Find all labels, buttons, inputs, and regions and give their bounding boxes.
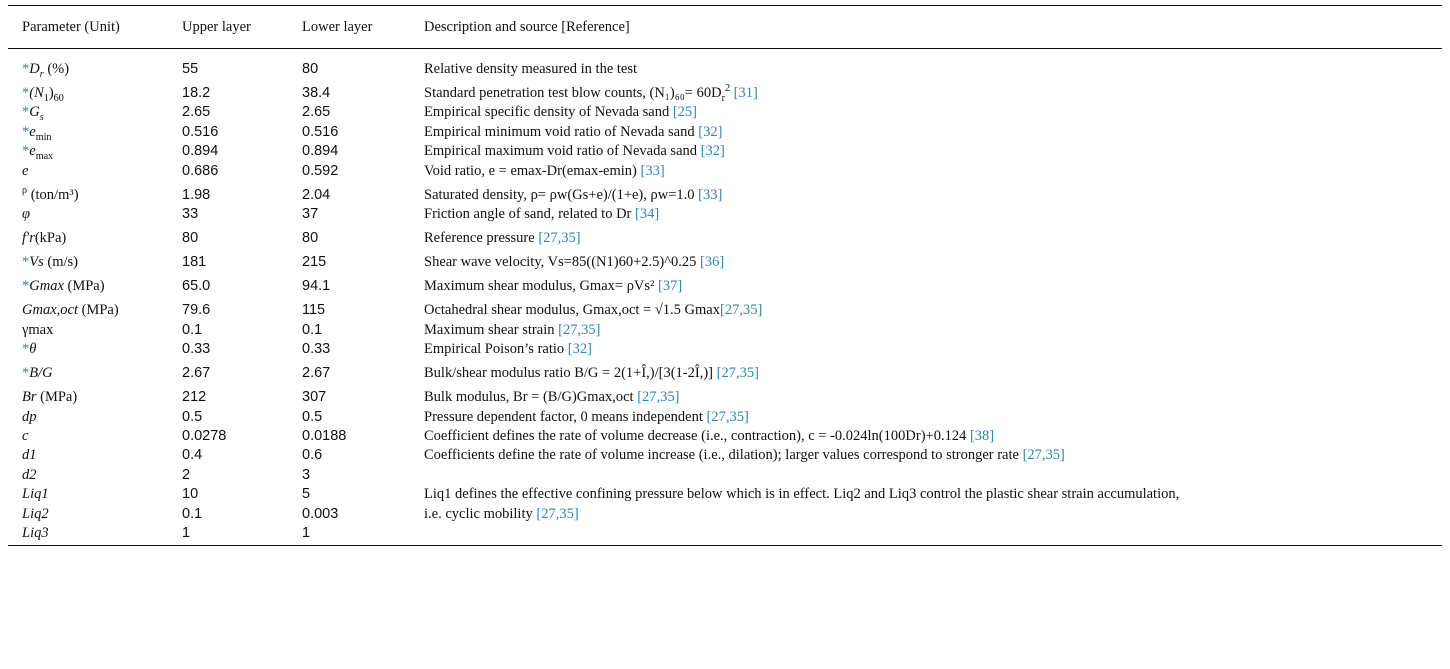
- param-symbol: e: [29, 123, 36, 140]
- asterisk-mark: *: [22, 365, 30, 382]
- description-cell: [410, 381, 1442, 405]
- description-cell: [410, 338, 1442, 357]
- table-row: [8, 140, 1442, 159]
- description-cell: [410, 120, 1442, 139]
- description-text: Standard penetration test blow counts, (N₁)₆₀= 60D: [424, 85, 722, 101]
- param-symbol: f′r: [22, 230, 35, 247]
- lower-value: 0.6: [302, 447, 323, 464]
- description-text: Liq1 defines the effective confining pressure below which is in effect. Liq2 and Liq3 control the plastic shear strain accumulation,: [424, 486, 1180, 503]
- lower-value: 0.33: [302, 341, 331, 358]
- reference-link[interactable]: [27,35]: [716, 365, 759, 382]
- param-cell: [8, 425, 168, 444]
- description-text: Maximum shear modulus, Gmax= ρVs²: [424, 278, 655, 295]
- description-text: Friction angle of sand, related to Dr: [424, 206, 632, 223]
- description-cell: [410, 405, 1442, 424]
- param-subscript: min: [35, 131, 52, 143]
- param-symbol: e: [22, 162, 29, 179]
- lower-value: 0.894: [302, 143, 339, 160]
- table-row: [8, 203, 1442, 222]
- reference-link[interactable]: [36]: [700, 254, 725, 271]
- description-text: Empirical maximum void ratio of Nevada sand: [424, 143, 698, 160]
- table-row: [8, 522, 1442, 541]
- param-cell: [8, 222, 168, 246]
- lower-value: 94.1: [302, 278, 331, 295]
- param-unit: (MPa): [36, 389, 78, 406]
- description-cell: [410, 159, 1442, 178]
- param-symbol: Br: [22, 389, 37, 406]
- param-subscript: s: [39, 112, 44, 124]
- description-cell: [410, 179, 1442, 203]
- reference-link[interactable]: [27,35]: [536, 505, 579, 522]
- description-cell: [410, 222, 1442, 246]
- upper-value: 79.6: [182, 302, 211, 319]
- reference-link[interactable]: [33]: [640, 162, 665, 179]
- upper-value: 0.0278: [182, 427, 227, 444]
- param-cell: [8, 159, 168, 178]
- reference-link[interactable]: [27,35]: [720, 302, 763, 319]
- header-description: Description and source [Reference]: [424, 18, 630, 35]
- table-row: [8, 222, 1442, 246]
- param-symbol: d2: [22, 466, 37, 483]
- param-cell: [8, 101, 168, 124]
- reference-link[interactable]: [33]: [698, 186, 723, 203]
- lower-value: 0.592: [302, 162, 339, 179]
- description-subscript: r: [721, 92, 725, 104]
- param-cell: [8, 294, 168, 318]
- param-symbol: D: [29, 61, 40, 77]
- bottom-rule: [8, 545, 1442, 546]
- description-text: Bulk modulus, Br = (B/G)Gmax,oct: [424, 389, 634, 406]
- table-row: [8, 120, 1442, 139]
- upper-value: 181: [182, 254, 207, 271]
- description-cell: [410, 318, 1442, 337]
- param-cell: [8, 203, 168, 222]
- param-symbol-close: ): [48, 85, 54, 101]
- description-cell: [410, 270, 1442, 294]
- param-symbol: dp: [22, 408, 37, 425]
- param-unit: (MPa): [77, 302, 119, 319]
- param-symbol: ρ: [22, 184, 28, 196]
- reference-link[interactable]: [27,35]: [558, 321, 601, 338]
- asterisk-mark: *: [22, 278, 30, 295]
- param-cell: [8, 522, 168, 541]
- description-cell: [410, 502, 1442, 521]
- description-text: i.e. cyclic mobility: [424, 505, 533, 522]
- upper-value: 0.5: [182, 408, 203, 425]
- upper-value: 0.516: [182, 123, 219, 140]
- lower-value: 0.0188: [302, 427, 347, 444]
- description-text: Coefficient defines the rate of volume decrease (i.e., contraction), c = -0.024ln(100Dr)+0.124: [424, 427, 967, 444]
- upper-value: 1.98: [182, 186, 211, 203]
- lower-value: 0.1: [302, 321, 323, 338]
- reference-link[interactable]: [27,35]: [1022, 447, 1065, 464]
- param-symbol: Vs: [29, 254, 44, 271]
- param-symbol: c: [22, 427, 29, 444]
- lower-value: 3: [302, 466, 311, 483]
- param-symbol: φ: [22, 206, 31, 223]
- param-cell: [8, 49, 168, 80]
- param-symbol: (N: [29, 85, 44, 101]
- table-row: [8, 270, 1442, 294]
- table-row: [8, 101, 1442, 120]
- table-row: [8, 179, 1442, 203]
- asterisk-mark: *: [22, 123, 30, 140]
- table-row: [8, 444, 1442, 463]
- param-subscript: 1: [43, 92, 49, 104]
- upper-value: 10: [182, 486, 199, 503]
- asterisk-mark: *: [22, 104, 30, 121]
- lower-value: 0.5: [302, 408, 323, 425]
- reference-link[interactable]: [38]: [969, 427, 995, 444]
- param-symbol: G: [29, 104, 40, 121]
- upper-value: 80: [182, 230, 199, 247]
- param-symbol: θ: [29, 341, 37, 358]
- description-superscript: 2: [724, 83, 731, 95]
- table-row: [8, 357, 1442, 381]
- description-text: Void ratio, e = emax-Dr(emax-emin): [424, 162, 637, 179]
- table-row: [8, 381, 1442, 405]
- upper-value: 2.65: [182, 104, 211, 121]
- upper-value: 2.67: [182, 365, 211, 382]
- param-unit: (%): [43, 61, 70, 77]
- param-symbol: Liq3: [22, 525, 49, 542]
- lower-value: 215: [302, 254, 327, 271]
- upper-value: 0.1: [182, 505, 203, 522]
- param-unit: (kPa): [34, 230, 67, 247]
- asterisk-mark: *: [22, 143, 30, 160]
- param-symbol: Gmax: [29, 278, 64, 295]
- description-cell: [410, 203, 1442, 222]
- param-cell: [8, 483, 168, 502]
- description-text: Pressure dependent factor, 0 means independent: [424, 408, 703, 425]
- header-row: [8, 6, 1442, 48]
- header-upper-layer: Upper layer: [182, 18, 251, 35]
- asterisk-mark: *: [22, 254, 30, 271]
- upper-value: 33: [182, 206, 199, 223]
- table-row: [8, 318, 1442, 337]
- reference-link[interactable]: [27,35]: [538, 230, 581, 247]
- description-text: Empirical specific density of Nevada sand: [424, 104, 670, 121]
- param-cell: [8, 140, 168, 163]
- param-symbol: d1: [22, 447, 37, 464]
- reference-link[interactable]: [32]: [700, 143, 725, 160]
- description-cell: [410, 425, 1442, 444]
- param-cell: [8, 381, 168, 405]
- param-cell: [8, 179, 168, 203]
- param-cell: [8, 357, 168, 381]
- table-row: [8, 405, 1442, 424]
- description-cell: [410, 357, 1442, 381]
- reference-link[interactable]: [27,35]: [706, 408, 749, 425]
- reference-link[interactable]: [31]: [733, 85, 758, 101]
- description-cell: [410, 101, 1442, 120]
- description-cell: [410, 294, 1442, 318]
- description-text: Reference pressure: [424, 230, 535, 247]
- param-symbol: B/G: [29, 365, 53, 382]
- table-row: [8, 294, 1442, 318]
- table-row: [8, 159, 1442, 178]
- description-text: Bulk/shear modulus ratio B/G = 2(1+Î,)/[3(1-2Î,)]: [424, 365, 713, 382]
- param-cell: [8, 318, 168, 337]
- upper-value: 0.4: [182, 447, 203, 464]
- upper-value: 212: [182, 389, 207, 406]
- reference-link[interactable]: [37]: [658, 278, 683, 295]
- param-symbol: Gmax,oct: [22, 302, 78, 319]
- upper-value: 0.33: [182, 341, 211, 358]
- reference-link[interactable]: [34]: [635, 206, 660, 223]
- lower-value: 0.003: [302, 505, 339, 522]
- lower-value: 2.67: [302, 365, 331, 382]
- lower-value: 80: [302, 230, 319, 247]
- param-cell: [8, 246, 168, 270]
- parameter-table-body: [8, 49, 1442, 541]
- table-row: [8, 338, 1442, 357]
- description-cell: [410, 140, 1442, 159]
- reference-link[interactable]: [32]: [567, 341, 592, 358]
- param-subscript: max: [35, 151, 54, 163]
- upper-value: 2: [182, 466, 191, 483]
- asterisk-mark: *: [22, 61, 30, 77]
- asterisk-mark: *: [22, 85, 30, 101]
- param-cell: [8, 405, 168, 424]
- param-symbol: Liq2: [22, 505, 49, 522]
- param-unit: (MPa): [63, 278, 105, 295]
- table-row: [8, 425, 1442, 444]
- description-text: Octahedral shear modulus, Gmax,oct = √1.5 Gmax: [424, 302, 720, 319]
- reference-link[interactable]: [32]: [698, 123, 723, 140]
- param-cell: [8, 502, 168, 521]
- param-cell: [8, 444, 168, 463]
- description-cell: [410, 49, 1442, 77]
- param-symbol: Liq1: [22, 486, 49, 503]
- description-text: Shear wave velocity, Vs=85((N1)60+2.5)^0.25: [424, 254, 697, 271]
- param-subscript: r: [39, 68, 44, 80]
- description-text: Empirical Poison’s ratio: [424, 341, 565, 358]
- description-text: Relative density measured in the test: [424, 61, 638, 77]
- parameter-table-container: [8, 5, 1442, 546]
- description-text: Coefficients define the rate of volume increase (i.e., dilation); larger values correspond to stronger rate: [424, 447, 1019, 464]
- lower-value: 0.516: [302, 123, 339, 140]
- description-cell: [410, 483, 1442, 502]
- header-parameter: Parameter (Unit): [22, 18, 120, 35]
- param-symbol: γmax: [22, 321, 54, 338]
- param-symbol: e: [29, 143, 36, 160]
- lower-value: 80: [302, 61, 319, 77]
- parameter-table: [8, 6, 1442, 48]
- description-cell: [410, 522, 1442, 541]
- description-text: Maximum shear strain: [424, 321, 555, 338]
- description-text: Empirical minimum void ratio of Nevada sand: [424, 123, 695, 140]
- param-unit: (m/s): [43, 254, 78, 271]
- description-text: Saturated density, ρ= ρw(Gs+e)/(1+e), ρw=1.0: [424, 186, 695, 203]
- table-row: [8, 502, 1442, 521]
- upper-value: 0.1: [182, 321, 203, 338]
- param-cell: [8, 270, 168, 294]
- description-cell: [410, 246, 1442, 270]
- lower-value: 2.65: [302, 104, 331, 121]
- asterisk-mark: *: [22, 341, 30, 358]
- param-unit: (ton/m³): [27, 186, 79, 203]
- upper-value: 1: [182, 525, 191, 542]
- param-cell: [8, 77, 168, 104]
- lower-value: 2.04: [302, 186, 331, 203]
- upper-value: 0.894: [182, 143, 219, 160]
- lower-value: 37: [302, 206, 319, 223]
- lower-value: 115: [302, 302, 326, 319]
- table-row: [8, 49, 1442, 77]
- table-row: [8, 77, 1442, 101]
- table-row: [8, 463, 1442, 482]
- upper-value: 55: [182, 61, 199, 77]
- upper-value: 0.686: [182, 162, 219, 179]
- upper-value: 65.0: [182, 278, 211, 295]
- param-cell: [8, 120, 168, 143]
- table-row: [8, 246, 1442, 270]
- lower-value: 38.4: [302, 85, 331, 101]
- upper-value: 18.2: [182, 85, 211, 101]
- param-cell: [8, 463, 168, 482]
- description-cell: [410, 77, 1442, 104]
- lower-value: 307: [302, 389, 327, 406]
- param-subscript-2: 60: [53, 92, 64, 104]
- description-cell: [410, 463, 1442, 482]
- description-cell: [410, 444, 1442, 463]
- lower-value: 5: [302, 486, 311, 503]
- table-row: [8, 483, 1442, 502]
- reference-link[interactable]: [27,35]: [637, 389, 680, 406]
- header-lower-layer: Lower layer: [302, 18, 373, 35]
- param-cell: [8, 338, 168, 357]
- lower-value: 1: [302, 525, 311, 542]
- reference-link[interactable]: [25]: [672, 104, 698, 121]
